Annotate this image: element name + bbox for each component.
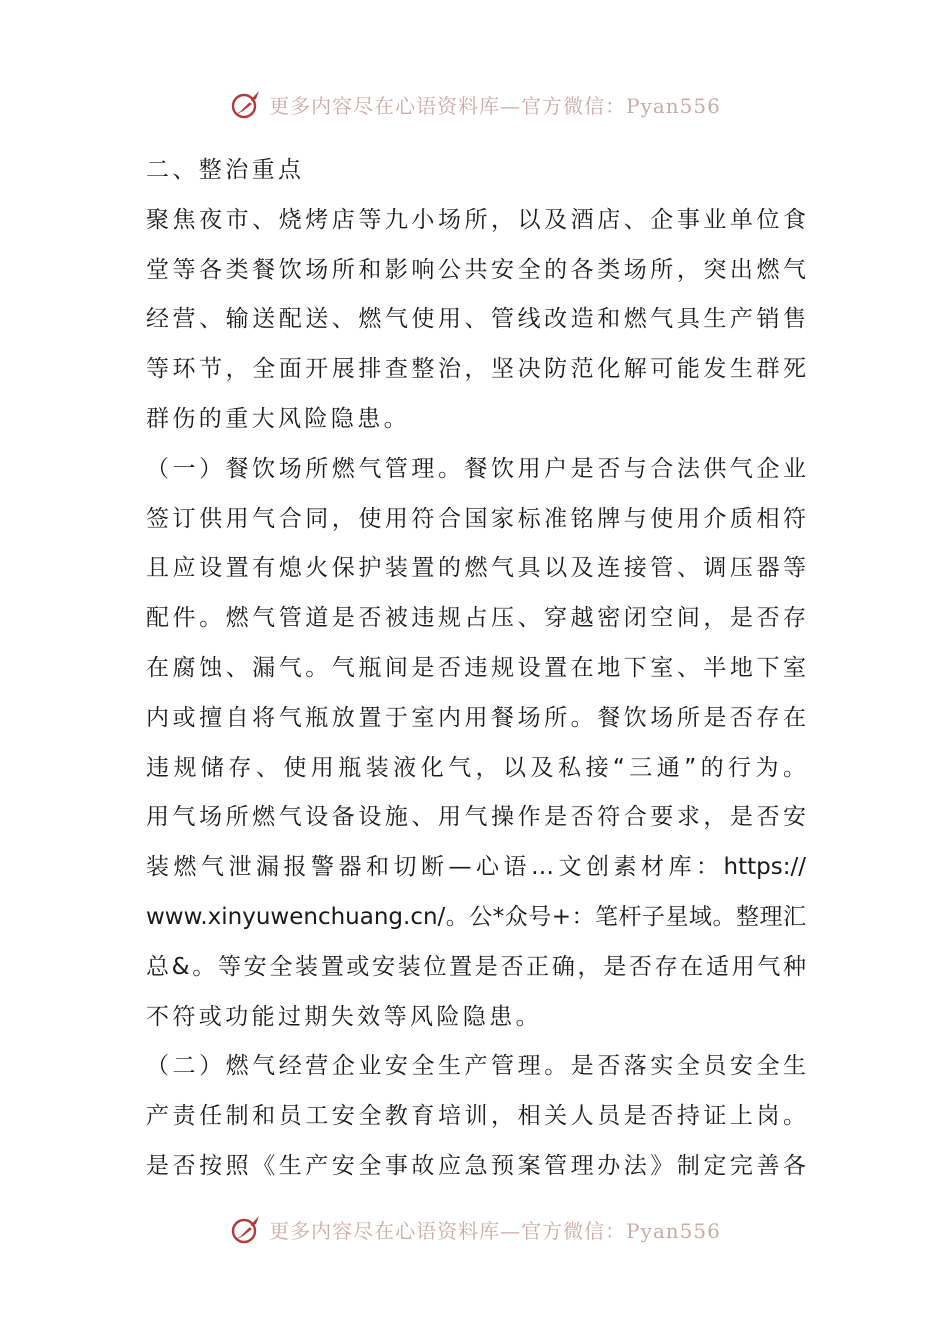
footer-banner: [0, 1209, 950, 1249]
body-line: 在腐蚀、漏气。气瓶间是否违规设置在地下室、半地下室: [146, 654, 806, 681]
body-line: 不符或功能过期失效等风险隐患。: [146, 1003, 542, 1030]
body-line: 产责任制和员工安全教育培训，相关人员是否持证上岗。: [146, 1103, 806, 1130]
body-line: 签订供用气合同，使用符合国家标准铭牌与使用介质相符: [146, 505, 806, 532]
footer-banner-text: 更多内容尽在心语资料库—官方微信：Pyan556: [269, 1218, 721, 1243]
body-line: 配件。燃气管道是否被违规占压、穿越密闭空间，是否存: [146, 605, 806, 632]
header-banner-text: 更多内容尽在心语资料库—官方微信：Pyan556: [269, 93, 721, 118]
body-line: 用气场所燃气设备设施、用气操作是否符合要求，是否安: [146, 804, 806, 831]
body-line: 经营、输送配送、燃气使用、管线改造和燃气具生产销售: [146, 306, 806, 333]
body-line: 聚焦夜市、烧烤店等九小场所，以及酒店、企事业单位食: [146, 206, 806, 233]
subsection-line: （二）燃气经营企业安全生产管理。是否落实全员安全生: [146, 1053, 806, 1080]
quill-logo-icon: [229, 1212, 263, 1246]
header-banner: [0, 84, 950, 124]
body-line: 违规储存、使用瓶装液化气，以及私接“三通”的行为。: [146, 754, 806, 781]
body-line: 是否按照《生产安全事故应急预案管理办法》制定完善各: [146, 1152, 806, 1179]
body-line: 等环节，全面开展排查整治，坚决防范化解可能发生群死: [146, 356, 806, 383]
body-line: www.xinyuwenchuang.cn/。公*众号+：笔杆子星域。整理汇: [146, 903, 806, 930]
body-line: 堂等各类餐饮场所和影响公共安全的各类场所，突出燃气: [146, 256, 806, 283]
section-heading: 二、整治重点: [146, 157, 305, 183]
body-line: 总&。等安全装置或安装位置是否正确，是否存在适用气种: [146, 953, 806, 980]
body-line: 群伤的重大风险隐患。: [146, 405, 410, 432]
document-body: [146, 146, 806, 1192]
body-line: 且应设置有熄火保护装置的燃气具以及连接管、调压器等: [146, 555, 806, 582]
body-line: 装燃气泄漏报警器和切断—心语…文创素材库：https://: [146, 854, 806, 881]
quill-logo-icon: [229, 87, 263, 121]
body-line: 内或擅自将气瓶放置于室内用餐场所。餐饮场所是否存在: [146, 704, 806, 731]
subsection-line: （一）餐饮场所燃气管理。餐饮用户是否与合法供气企业: [146, 455, 806, 482]
